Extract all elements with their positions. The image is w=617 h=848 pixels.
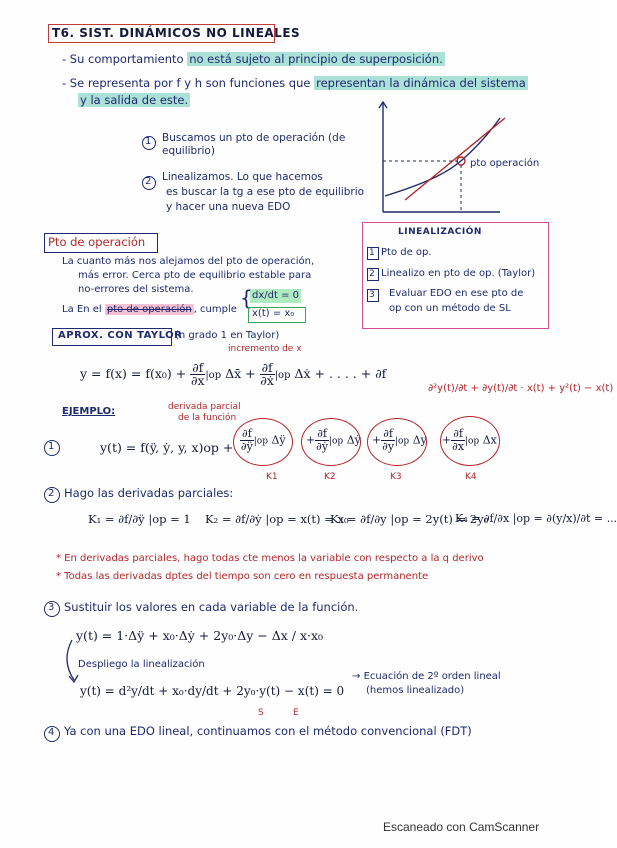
- taylor-right-formula: ∂²y(t)/∂t + ∂y(t)/∂t · x(t) + y²(t) − x(t): [428, 383, 614, 394]
- pto-operacion-text4: La En el pto de operación , cumple: [62, 304, 237, 315]
- k2-eq: K₂ = ∂f/∂ẏ |op = x(t) = x₀: [205, 512, 349, 526]
- ejemplo-label: EJEMPLO:: [62, 406, 116, 417]
- derivada-label2: de la función: [178, 413, 237, 423]
- graph-label: pto operación: [470, 158, 540, 169]
- k3-label: K3: [390, 472, 402, 482]
- step4-text: Ya con una EDO lineal, continuamos con el método convencional (FDT): [64, 724, 472, 738]
- linealizacion-item-4: op con un método de SL: [389, 303, 511, 314]
- step1-text: Buscamos un pto de operación (de equilibrio): [162, 132, 346, 157]
- pto-operacion-heading: Pto de operación: [48, 235, 146, 249]
- k1-label: K1: [266, 472, 278, 482]
- intro-line2-a: - Se representa por f y h son funciones que: [62, 76, 311, 90]
- e-label: E: [293, 708, 299, 718]
- condition-state: x(t) = x₀: [252, 308, 295, 319]
- pto-operacion-text3: no-errores del sistema.: [78, 284, 194, 295]
- k2-label: K2: [324, 472, 336, 482]
- step3-heading: Sustituir los valores en cada variable de la función.: [64, 600, 359, 614]
- note-time-derivatives: * Todas las derivadas dptes del tiempo son cero en respuesta permanente: [56, 571, 429, 582]
- step2-text-c: y hacer una nueva EDO: [166, 201, 291, 213]
- derivada-label1: derivada parcial: [168, 402, 241, 412]
- taylor-note: (n grado 1 en Taylor): [175, 330, 280, 341]
- linealizacion-item-3: Evaluar EDO en ese pto de: [389, 288, 524, 299]
- scanner-footer: Escaneado con CamScanner: [383, 820, 540, 834]
- step3-equation: y(t) = 1·Δÿ + x₀·Δẏ + 2y₀·Δy − Δx / x·x₀: [76, 628, 324, 643]
- final-note2: (hemos linealizado): [366, 685, 465, 696]
- step2-heading: Hago las derivadas parciales:: [64, 486, 234, 500]
- k4-label: K4: [465, 472, 477, 482]
- linealizacion-item-1: Pto de op.: [381, 247, 432, 258]
- k3-eq: K₃ = ∂f/∂y |op = 2y(t) = 2y₀: [330, 512, 489, 526]
- linealizacion-num-3: 3: [369, 290, 375, 300]
- taylor-heading: APROX. CON TAYLOR: [58, 330, 183, 341]
- linealizacion-num-1: 1: [369, 248, 375, 258]
- k1-eq: K₁ = ∂f/∂ÿ |op = 1: [88, 512, 191, 526]
- step1-equation: y(t) = f(ÿ, ẏ, y, x)op +: [100, 440, 234, 455]
- linealizacion-num-2: 2: [369, 269, 375, 279]
- note-partial-derivatives: * En derivadas parciales, hago todas cte menos la variable con respecto a la q derivo: [56, 553, 484, 564]
- taylor-formula: y = f(x) = f(x₀) + $\frac{\partial f}{\partial x}$ |op Δx̄ + $\frac{\partial f}{\text{∂ẋ}}$ |op Δẋ + . . . . + ∂f: [80, 360, 387, 388]
- intro-line1-highlight: no está sujeto al principio de superposición.: [189, 52, 443, 66]
- incremento-label: incremento de x: [228, 344, 302, 354]
- intro-line3: y la salida de este.: [80, 93, 189, 107]
- s-label: S: [258, 708, 264, 718]
- final-equation: y(t) = d²y/dt + x₀·dy/dt + 2y₀·y(t) − x(t) = 0: [80, 684, 345, 698]
- step2-text-a: Linealizamos. Lo que hacemos: [162, 171, 323, 183]
- intro-line2-highlight: representan la dinámica del sistema: [316, 76, 526, 90]
- k4-eq: K₄ = ∂f/∂x |op = ∂(y/x)/∂t = ...: [455, 512, 617, 525]
- linealizacion-title: LINEALIZACIÓN: [398, 227, 482, 237]
- final-note1: → Ecuación de 2º orden lineal: [352, 671, 501, 682]
- pto-operacion-text1: La cuanto más nos alejamos del pto de operación,: [62, 256, 315, 267]
- step2-text-b: es buscar la tg a ese pto de equilibrio: [166, 186, 365, 198]
- page-title: T6. SIST. DINÁMICOS NO LINEALES: [52, 26, 301, 40]
- notes-page: T6. SIST. DINÁMICOS NO LINEALES - Su comportamiento no está sujeto al principio de superposición. - Se representa por f y h son funciones que representan la dinámica del sistema y la salida de este. 1 Buscamos un pto de operación (de equilibrio) 2 Linealizamos. Lo que hacemos es buscar la tg a ese pto de equilibrio y hacer una nueva EDO pto operación LINEALIZACIÓN 1 Pto de op. 2 Linealizo en pto de op. (Taylor) 3 Evaluar EDO en ese pto de op con un método de SL Pto de operación La cuanto más nos alejamos del pto de operación, más error. Cerca pto de equilibrio estable para no-errores del sistema. La En el pto de operación , cumple { dx/dt = 0 x(t) = x₀ APROX. CON TAYLOR (n grado 1 en Taylor) incremento de x y = f(x) = f(x₀) + $\frac{\partial f}{\partial x}$ |op Δx̄ + $\frac{\partial f}{\text{∂ẋ}}$ |op Δẋ + . . . . + ∂f derivada parcial de la función ∂²y(t)/∂t + ∂y(t)/∂t · x(t) + y²(t) − x(t) EJEMPLO: 1 y(t) = f(ÿ, ẏ, y, x)op + $\frac{\partial f}{\partial ÿ}$ |op Δÿ + $\frac{\partial f}{\text{∂ẏ}}$ |op Δẏ + $\frac{\partial f}{\partial y}$ |op Δy + $\frac{\partial f}{\partial x}$ |op Δx K1 K2 K3 K4 2 Hago las derivadas parciales: K₁ = ∂f/∂ÿ |op = 1 K₂ = ∂f/∂ẏ |op = x(t) = x₀ K₃ = ∂f/∂y |op = 2y(t) = 2y₀ K₄ = ∂f/∂x |op = ∂(y/x)/∂t = ... * En derivadas parciales, hago todas cte menos la variable con respecto a la q derivo * Todas las derivadas dptes del tiempo son cero en respuesta permanente 3 Sustituir los valores en cada variable de la función. y(t) = 1·Δÿ + x₀·Δẏ + 2y₀·Δy − Δx / x·x₀ Despliego la linealización y(t) = d²y/dt + x₀·dy/dt + 2y₀·y(t) − x(t) = 0 S E → Ecuación de 2º orden lineal (hemos linealizado) 4 Ya con una EDO lineal, continuamos con el método convencional (FDT) Escaneado con CamScanner: [0, 0, 599, 848]
- linealizacion-item-2: Linealizo en pto de op. (Taylor): [381, 268, 536, 279]
- despliego-label: Despliego la linealización: [78, 659, 205, 670]
- intro-line1-a: - Su comportamiento: [62, 52, 184, 66]
- pto-operacion-text2: más error. Cerca pto de equilibrio estable para: [78, 270, 312, 281]
- condition-derivative: dx/dt = 0: [252, 290, 300, 301]
